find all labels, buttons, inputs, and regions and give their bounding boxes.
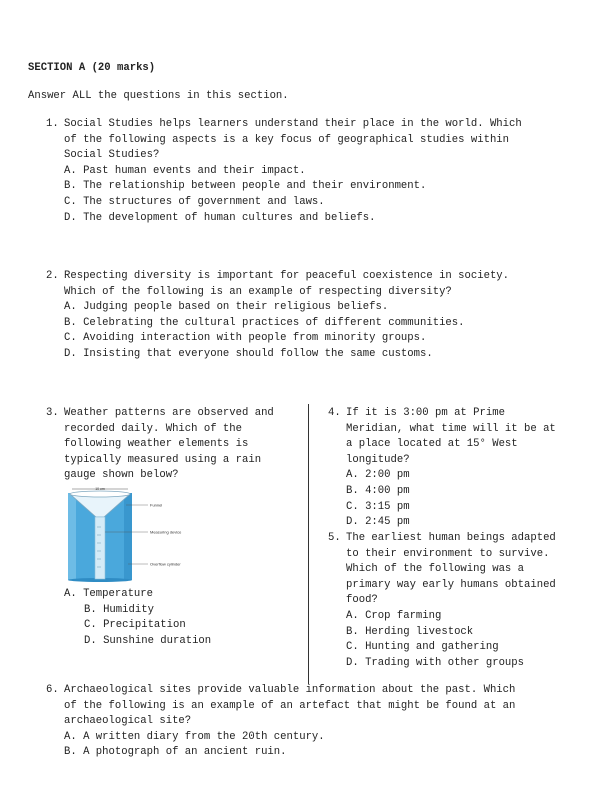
option-c: C. Precipitation xyxy=(84,619,186,632)
section-instructions: Answer ALL the questions in this section. xyxy=(28,90,289,102)
question-stem-line: Respecting diversity is important for peaceful coexistence in society. xyxy=(64,270,510,282)
overflow-cylinder-label: Overflow cylinder xyxy=(150,561,181,567)
width-label: 10 cm xyxy=(95,487,105,491)
option-c: C. The structures of government and laws. xyxy=(64,195,325,208)
option-b: B. Celebrating the cultural practices of different communities. xyxy=(64,316,465,329)
option-c: C. Avoiding interaction with people from minority groups. xyxy=(64,332,427,345)
question-stem-line: Social Studies? xyxy=(64,149,160,162)
question-number: 6. xyxy=(46,684,59,696)
question-stem-line: food? xyxy=(346,594,378,607)
question-stem-line: Social Studies helps learners understand their place in the world. Which xyxy=(64,118,522,130)
question-stem-line: a place located at 15° West xyxy=(346,438,518,451)
question-stem-line: to their environment to survive. xyxy=(346,547,550,560)
question-stem-line: recorded daily. Which of the xyxy=(64,422,243,435)
option-a: A. Crop farming xyxy=(346,609,442,622)
measuring-tube xyxy=(95,517,105,579)
question-stem-line: longitude? xyxy=(346,453,410,466)
option-b: B. A photograph of an ancient ruin. xyxy=(64,746,287,759)
section-title: SECTION A (20 marks) xyxy=(28,62,156,74)
question-stem-line: archaeological site? xyxy=(64,715,192,728)
question-stem-line: Which of the following was a xyxy=(346,563,525,576)
option-b: B. 4:00 pm xyxy=(346,484,410,497)
option-b: B. Humidity xyxy=(84,603,154,616)
question-stem-line: The earliest human beings adapted xyxy=(346,532,556,544)
option-d: D. 2:45 pm xyxy=(346,516,410,529)
option-c: C. Hunting and gathering xyxy=(346,641,499,654)
rain-gauge-illustration xyxy=(66,487,206,582)
question-stem-line: Weather patterns are observed and xyxy=(64,407,274,419)
question-stem-line: Which of the following is an example of respecting diversity? xyxy=(64,285,452,298)
option-b: B. The relationship between people and their environment. xyxy=(64,180,427,193)
question-number: 1. xyxy=(46,118,59,130)
option-d: D. The development of human cultures and beliefs. xyxy=(64,211,376,224)
option-a: A. 2:00 pm xyxy=(346,469,410,482)
column-divider xyxy=(308,404,309,684)
option-d: D. Sunshine duration xyxy=(84,634,212,647)
option-a: A. Temperature xyxy=(64,588,154,600)
question-stem-line: gauge shown below? xyxy=(64,469,179,482)
question-number: 3. xyxy=(46,407,59,419)
funnel-label: Funnel xyxy=(150,502,163,508)
option-d: D. Trading with other groups xyxy=(346,656,525,669)
question-stem-line: Meridian, what time will it be at xyxy=(346,422,556,435)
question-number: 2. xyxy=(46,270,59,282)
option-b: B. Herding livestock xyxy=(346,625,474,638)
option-d: D. Insisting that everyone should follow the same customs. xyxy=(64,347,433,360)
question-stem-line: of the following aspects is a key focus of geographical studies within xyxy=(64,133,510,146)
option-a: A. Past human events and their impact. xyxy=(64,164,306,177)
question-stem-line: of the following is an example of an artefact that might be found at an xyxy=(64,699,516,712)
question-number: 5. xyxy=(328,532,341,544)
question-stem-line: typically measured using a rain xyxy=(64,453,262,466)
option-c: C. 3:15 pm xyxy=(346,500,410,513)
question-stem-line: following weather elements is xyxy=(64,438,249,451)
option-a: A. A written diary from the 20th century. xyxy=(64,730,325,743)
question-stem-line: Archaeological sites provide valuable information about the past. Which xyxy=(64,684,516,696)
question-stem-line: If it is 3:00 pm at Prime xyxy=(346,407,505,419)
measuring-device-label: Measuring device xyxy=(150,529,182,535)
question-stem-line: primary way early humans obtained xyxy=(346,578,556,591)
option-a: A. Judging people based on their religious beliefs. xyxy=(64,301,389,314)
question-number: 4. xyxy=(328,407,341,419)
